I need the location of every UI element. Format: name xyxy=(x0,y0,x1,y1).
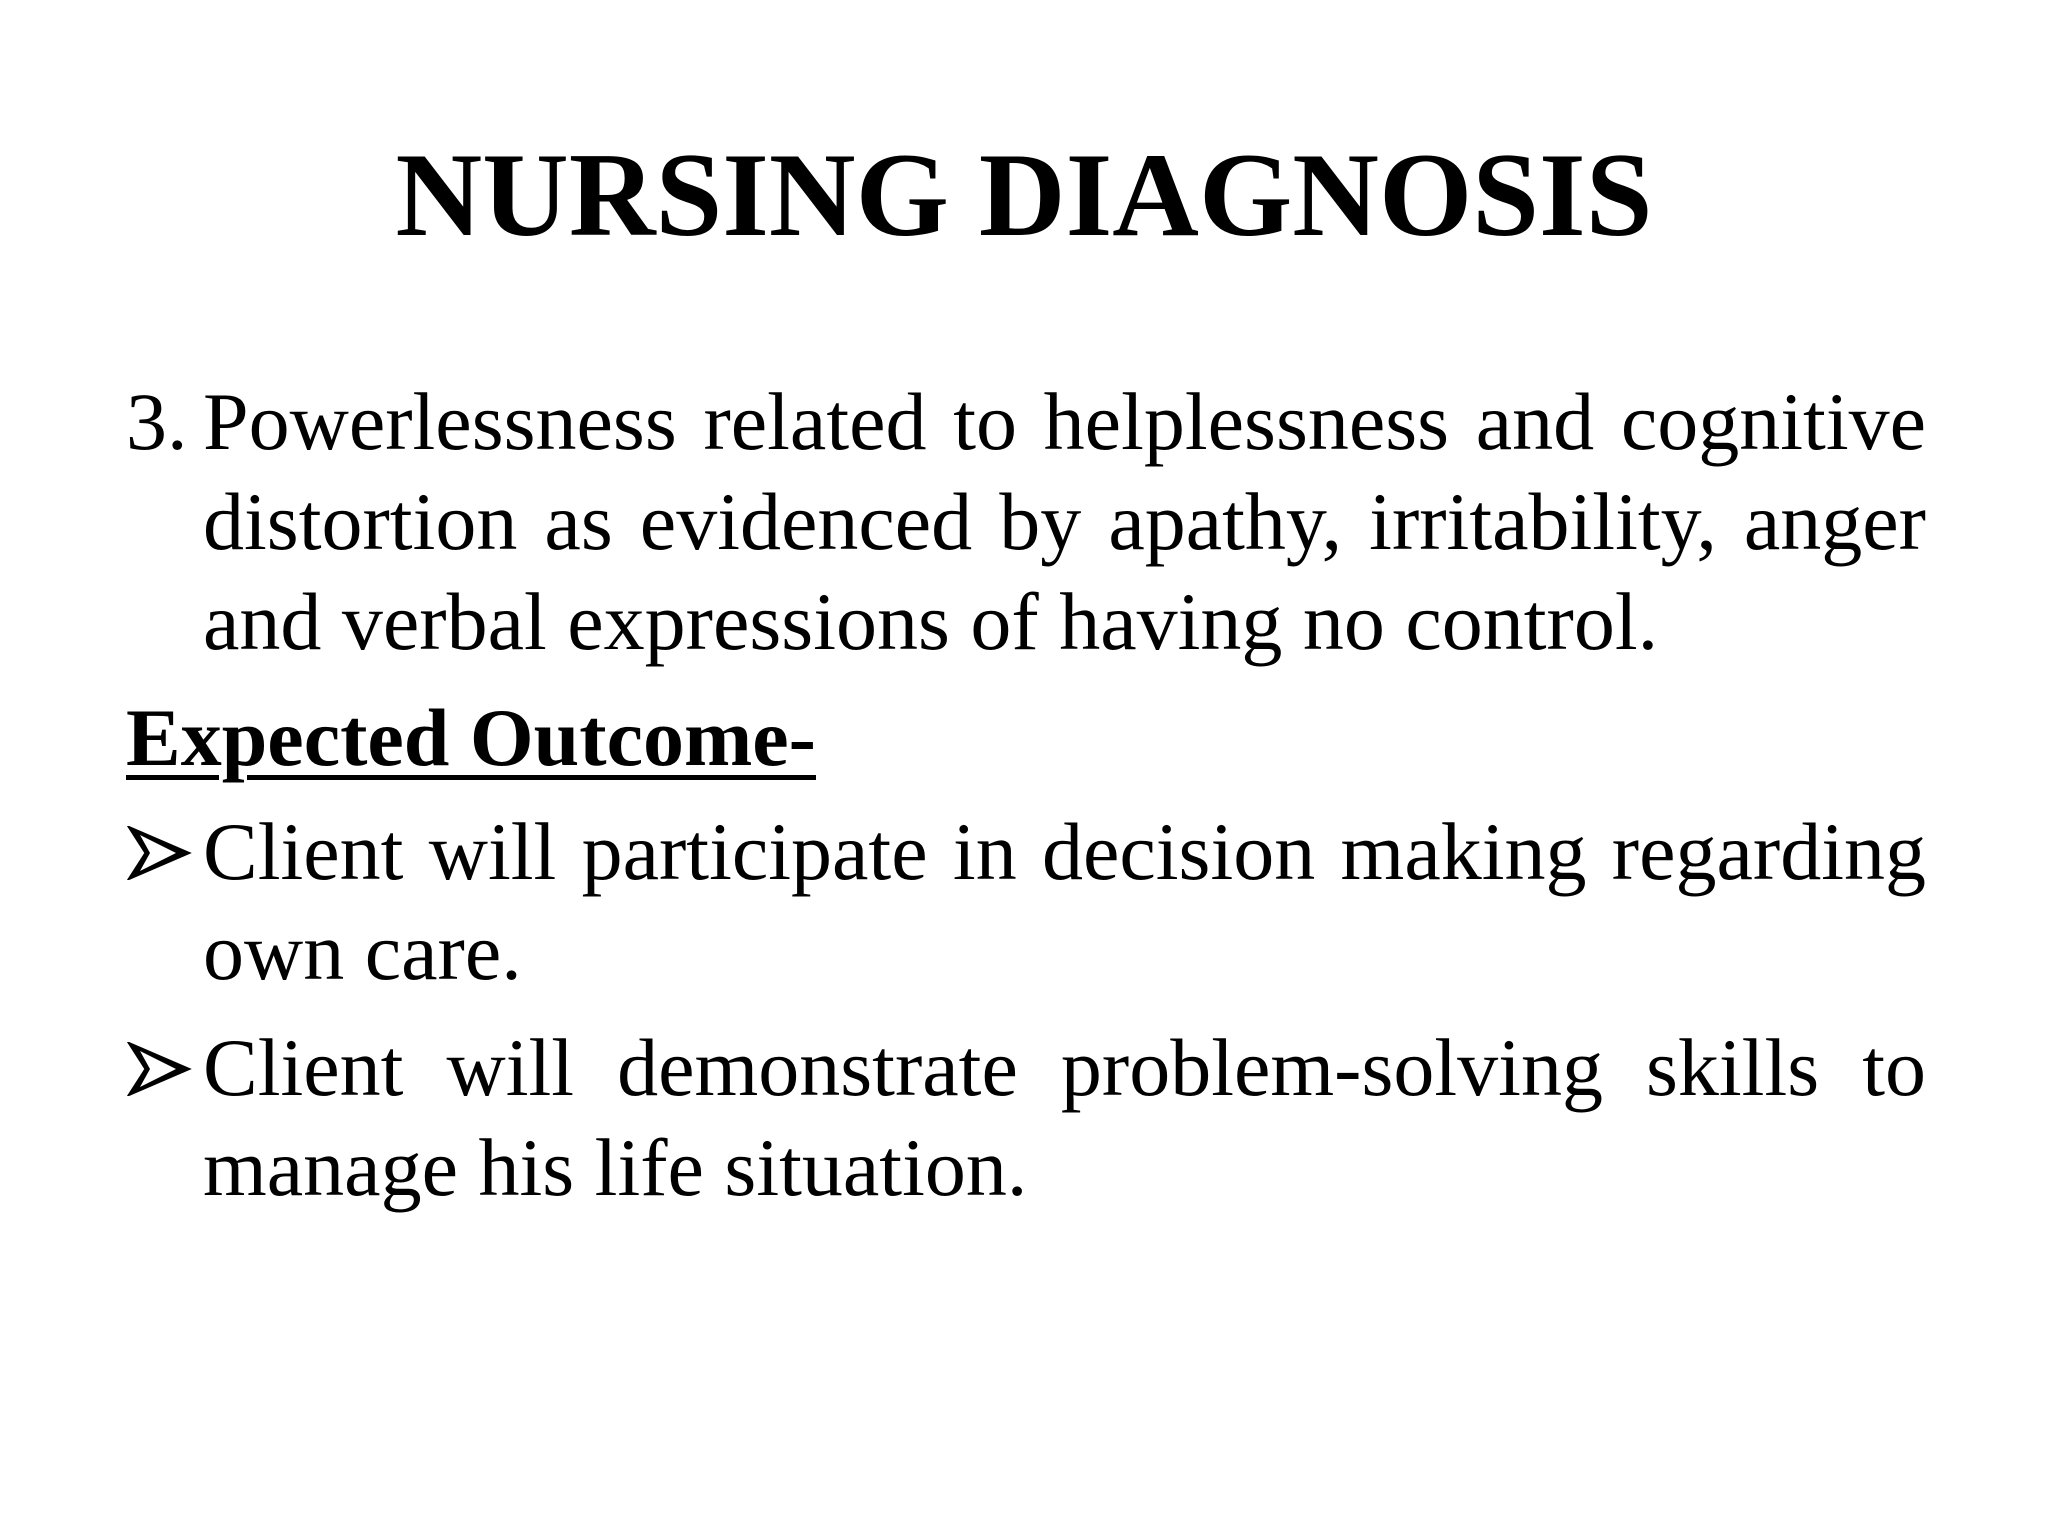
arrow-bullet-icon xyxy=(126,1042,192,1096)
outcome-item xyxy=(126,802,1926,1002)
outcome-item xyxy=(126,1018,1926,1218)
outcome-text: Client will participate in decision making regarding own care. xyxy=(203,806,1926,997)
diagnosis-number: 3. xyxy=(126,376,188,467)
slide-content xyxy=(126,372,1926,1234)
diagnosis-text: Powerlessness related to helplessness and cognitive distortion as evidenced by apathy, irritability, anger and verbal expressions of having no control. xyxy=(203,376,1926,667)
slide-title: NURSING DIAGNOSIS xyxy=(395,128,1653,261)
outcome-text: Client will demonstrate problem-solving skills to manage his life situation. xyxy=(203,1022,1926,1213)
expected-outcome-heading: Expected Outcome- xyxy=(126,692,816,783)
diagnosis-item xyxy=(126,372,1926,672)
arrow-bullet-icon xyxy=(126,826,192,880)
